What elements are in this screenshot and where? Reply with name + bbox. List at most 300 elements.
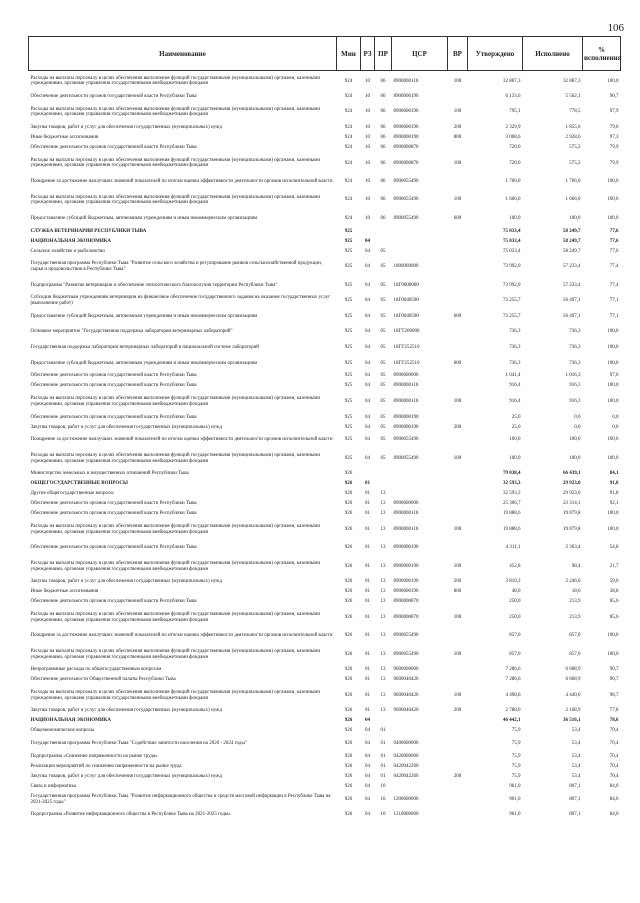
cell-rz: 10 — [365, 135, 370, 141]
cell-csr: 8900000190 — [393, 424, 419, 430]
cell-percent: 90,7 — [609, 667, 619, 673]
cell-approved: 7 286,6 — [505, 677, 521, 683]
table-row — [29, 807, 621, 823]
table-row — [29, 381, 621, 391]
table-row — [29, 71, 621, 92]
cell-csr — [392, 226, 448, 236]
table-row — [29, 448, 621, 469]
cell-approved: 2 788,0 — [505, 708, 521, 714]
header-pr: ПР — [375, 37, 392, 71]
cell-approved: 100,0 — [509, 455, 521, 461]
cell-csr: 18Г0000000 — [393, 282, 419, 288]
cell-percent: 85,6 — [609, 614, 619, 620]
cell-pr: 06 — [380, 93, 386, 99]
cell-pr: 01 — [380, 728, 386, 734]
cell-csr: 18ГТ200000 — [393, 329, 420, 335]
cell-percent: 38,8 — [609, 589, 619, 595]
cell-executed: 6 608,9 — [565, 667, 581, 673]
cell-executed: 1 855,0 — [565, 125, 581, 131]
cell-csr: 8900000000 — [393, 501, 419, 507]
table-row — [29, 772, 621, 782]
cell-csr: 0420042260 — [393, 764, 419, 770]
cell-min: 926 — [344, 651, 353, 657]
table-row — [29, 716, 621, 726]
cell-rz: 04 — [365, 437, 370, 443]
cell-min: 926 — [344, 667, 353, 673]
cell-name: Другие общегосударственные вопросы — [30, 491, 114, 497]
cell-name: Обеспечение деятельности органов государственной власти Республики Тыва — [30, 373, 197, 379]
cell-executed: 778,5 — [569, 109, 581, 115]
cell-pr: 13 — [380, 491, 386, 497]
cell-name: Иные бюджетные ассигнования — [30, 589, 99, 595]
cell-executed: 36 516,1 — [563, 718, 581, 724]
cell-csr — [392, 489, 448, 499]
cell-name: Предоставление субсидий бюджетным, автономным учреждениям и иным некоммерческим организациям — [30, 360, 258, 366]
cell-csr: 8900000190 — [393, 589, 419, 595]
table-row — [29, 143, 621, 153]
cell-rz: 01 — [365, 708, 370, 714]
cell-percent: 100,0 — [607, 179, 619, 185]
cell-vr: 600 — [453, 313, 462, 319]
cell-name: Закупка товаров, работ и услуг для обеспечения государственных (муниципальных) нужд — [30, 708, 223, 714]
cell-min: 925 — [344, 228, 353, 234]
cell-csr: 8900055490 — [393, 215, 419, 221]
cell-percent: 100,0 — [607, 360, 619, 366]
cell-percent: 91,8 — [609, 481, 619, 487]
table-row — [29, 391, 621, 412]
cell-rz: 04 — [365, 345, 370, 350]
cell-percent: 97,9 — [609, 109, 619, 115]
cell-name: Закупка товаров, работ и услуг для обеспечения государственных (муниципальных) нужд — [30, 424, 223, 430]
cell-min: 926 — [344, 501, 353, 507]
cell-executed: 1 666,0 — [565, 197, 581, 203]
cell-pr — [375, 479, 392, 489]
cell-vr — [448, 807, 468, 823]
cell-approved: 6 133,6 — [505, 93, 521, 99]
cell-percent: 84,0 — [609, 784, 619, 790]
cell-pr: 05 — [380, 414, 386, 420]
cell-csr: 8900000110 — [393, 383, 419, 389]
cell-approved: 250,0 — [509, 599, 521, 605]
cell-approved: 79 038,4 — [503, 471, 521, 477]
cell-percent: 100,0 — [607, 651, 619, 657]
table-row — [29, 432, 621, 448]
cell-rz: 04 — [365, 398, 370, 404]
header-csr: ЦСР — [392, 37, 448, 71]
table-row — [29, 133, 621, 143]
cell-name: Иные бюджетные ассигнования — [30, 135, 99, 141]
cell-min: 924 — [344, 215, 353, 221]
cell-min: 924 — [344, 109, 353, 115]
cell-percent: 92,1 — [609, 501, 619, 507]
cell-vr — [448, 469, 468, 479]
cell-percent: 79,9 — [609, 160, 619, 166]
cell-executed: 575,2 — [569, 145, 581, 151]
cell-approved: 3 810,3 — [505, 579, 521, 585]
cell-approved: 3 008,6 — [505, 135, 521, 141]
table-row — [29, 540, 621, 556]
cell-pr: 05 — [380, 383, 386, 389]
cell-csr: 8900000870 — [393, 599, 419, 605]
cell-approved: 48,0 — [511, 589, 521, 595]
table-row — [29, 246, 621, 256]
cell-name: Поощрение за достижение наилучших значений показателей по итогам оценки эффективности деятельности органов исполнительной власти — [30, 179, 333, 185]
cell-executed: 53,4 — [571, 764, 581, 770]
cell-executed: 1 766,0 — [565, 179, 581, 185]
cell-approved: 1 041,4 — [505, 373, 521, 379]
table-row — [29, 469, 621, 479]
cell-min: 926 — [344, 526, 353, 532]
cell-percent: 84,0 — [609, 796, 619, 802]
cell-pr: 01 — [380, 764, 386, 770]
table-row — [29, 597, 621, 607]
cell-approved: 46 442,1 — [503, 718, 521, 724]
cell-name: Министерство земельных и имущественных отношений Республики Тыва — [30, 471, 189, 477]
cell-percent: 90,7 — [609, 677, 619, 683]
table-row — [29, 412, 621, 422]
cell-vr: 100 — [453, 692, 462, 698]
cell-approved: 1 666,0 — [505, 197, 521, 203]
header-executed: Исполнено — [523, 37, 583, 71]
cell-executed: 0,0 — [574, 414, 581, 420]
cell-min: 926 — [344, 599, 353, 605]
cell-approved: 100,0 — [509, 437, 521, 443]
cell-csr: 0400000000 — [393, 741, 419, 747]
cell-vr — [448, 324, 468, 340]
cell-pr: 05 — [380, 282, 386, 288]
cell-pr: 06 — [380, 215, 386, 221]
cell-pr: 10 — [380, 784, 386, 790]
cell-rz: 10 — [365, 145, 370, 151]
cell-min: 925 — [344, 345, 353, 350]
cell-vr: 100 — [453, 651, 462, 657]
cell-min: 924 — [344, 93, 353, 99]
table-row — [29, 324, 621, 340]
cell-approved: 75 033,4 — [503, 238, 521, 244]
table-row — [29, 792, 621, 808]
table-row — [29, 556, 621, 577]
cell-percent: 84,1 — [609, 471, 619, 477]
cell-pr: 05 — [380, 373, 386, 379]
cell-rz: 04 — [365, 741, 370, 747]
cell-csr — [392, 726, 448, 736]
cell-pr: 13 — [380, 511, 386, 517]
cell-min: 926 — [344, 774, 353, 780]
cell-approved: 75 033,4 — [503, 228, 521, 234]
cell-csr: 8900000110 — [393, 511, 419, 517]
cell-executed: 100,0 — [569, 437, 581, 443]
cell-name: НАЦИОНАЛЬНАЯ ЭКОНОМИКА — [30, 718, 111, 724]
cell-min: 924 — [344, 145, 353, 151]
cell-executed: 736,3 — [569, 360, 581, 366]
cell-rz: 10 — [365, 197, 370, 203]
cell-approved: 75,9 — [511, 764, 521, 770]
table-header — [29, 37, 621, 71]
cell-csr: 8900000190 — [393, 414, 419, 420]
cell-rz: 04 — [365, 298, 370, 304]
cell-min: 926 — [344, 491, 353, 497]
cell-percent: 85,6 — [609, 599, 619, 605]
cell-pr: 06 — [380, 135, 386, 141]
cell-executed: 18,6 — [571, 589, 581, 595]
cell-executed: 53,4 — [571, 728, 581, 734]
cell-approved: 961,0 — [509, 784, 521, 790]
cell-csr: 0420000000 — [393, 754, 419, 760]
table-row — [29, 706, 621, 716]
cell-approved: 736,3 — [509, 329, 521, 335]
cell-csr: 8900000190 — [393, 93, 419, 99]
cell-approved: 75,9 — [511, 754, 521, 760]
cell-csr: 8900000190 — [393, 109, 419, 115]
table-row — [29, 123, 621, 133]
table-row — [29, 519, 621, 540]
cell-approved: 452,8 — [509, 563, 521, 569]
cell-min: 926 — [344, 718, 353, 724]
cell-csr — [392, 469, 448, 479]
cell-min: 925 — [344, 437, 353, 443]
table-body — [29, 71, 621, 824]
cell-min: 924 — [344, 78, 353, 84]
table-row — [29, 752, 621, 762]
cell-rz: 04 — [365, 796, 370, 802]
cell-csr: 8900000110 — [393, 526, 419, 532]
cell-executed: 58 249,7 — [563, 238, 581, 244]
table-row — [29, 587, 621, 597]
cell-approved: 73 255,7 — [503, 298, 521, 304]
cell-min: 926 — [344, 754, 353, 760]
table-row — [29, 685, 621, 706]
cell-pr: 13 — [380, 692, 386, 698]
cell-name: Расходы на выплаты персоналу в целях обеспечения выполнения функций государственными (муниципальными) органами, казенными учреждениями, органами управления государственными внебюджетными фондами — [30, 157, 321, 169]
cell-rz: 01 — [365, 563, 370, 569]
cell-vr: 100 — [453, 563, 462, 569]
cell-rz: 04 — [365, 784, 370, 790]
table-row — [29, 102, 621, 123]
cell-pr — [375, 236, 392, 246]
cell-csr: 8900000190 — [393, 579, 419, 585]
cell-name: Закупка товаров, работ и услуг для обеспечения государственных (муниципальных) нужд — [30, 774, 223, 780]
cell-approved: 961,0 — [509, 796, 521, 802]
cell-name: Закупка товаров, работ и услуг для обеспечения государственных (муниципальных) нужд — [30, 579, 223, 585]
cell-rz: 10 — [365, 160, 370, 166]
cell-rz: 01 — [365, 677, 370, 683]
cell-pr: 05 — [380, 248, 386, 254]
cell-vr: 100 — [453, 614, 462, 620]
cell-csr: 8900000110 — [393, 398, 419, 404]
cell-rz — [361, 469, 375, 479]
cell-vr — [448, 665, 468, 675]
cell-vr — [448, 752, 468, 762]
table-row — [29, 607, 621, 628]
cell-percent: 70,4 — [609, 728, 619, 734]
cell-name: Расходы на выплаты персоналу в целях обеспечения выполнения функций государственными (муниципальными) органами, казенными учреждениями, органами управления государственными внебюджетными фондами — [30, 396, 321, 407]
cell-executed: 2 168,9 — [565, 708, 581, 714]
cell-approved: 19 888,6 — [503, 511, 521, 517]
cell-name: Обеспечение деятельности органов государственной власти Республики Тыва — [30, 383, 197, 389]
cell-min: 925 — [344, 313, 353, 319]
cell-name: СЛУЖБА ВЕТЕРИНАРИИ РЕСПУБЛИКИ ТЫВА — [30, 228, 147, 234]
cell-vr: 100 — [453, 455, 462, 461]
cell-pr: 13 — [380, 589, 386, 595]
cell-rz: 10 — [365, 179, 370, 185]
cell-min: 925 — [344, 383, 353, 389]
cell-percent: 77,1 — [609, 313, 619, 319]
cell-percent: 100,0 — [607, 329, 619, 335]
cell-pr: 13 — [380, 633, 386, 639]
cell-name: Поощрение за достижение наилучших значений показателей по итогам оценки эффективности деятельности органов исполнительной власти — [30, 633, 333, 639]
cell-pr: 05 — [380, 360, 386, 366]
table-row — [29, 92, 621, 102]
cell-pr: 10 — [380, 812, 386, 818]
cell-rz: 04 — [365, 754, 370, 760]
cell-min: 925 — [344, 264, 353, 270]
cell-min: 926 — [344, 741, 353, 747]
cell-rz: 01 — [365, 633, 370, 639]
cell-pr: 01 — [380, 741, 386, 747]
cell-percent: 100,0 — [607, 455, 619, 461]
cell-csr: 18Г0040590 — [393, 298, 419, 304]
cell-name: Подпрограмма «Развитие информационного общества в Республике Тыва на 2021-2025 годы» — [30, 812, 231, 818]
cell-min: 925 — [344, 248, 353, 254]
cell-percent: 98,7 — [609, 692, 619, 698]
cell-name: Предоставление субсидий бюджетным, автономным учреждениям и иным некоммерческим организациям — [30, 313, 258, 319]
cell-executed: 736,3 — [569, 329, 581, 335]
cell-min: 925 — [344, 424, 353, 430]
cell-vr — [448, 762, 468, 772]
cell-csr: 18ГТ252510 — [393, 345, 420, 350]
cell-pr: 05 — [380, 455, 386, 461]
cell-pr: 13 — [380, 667, 386, 673]
table-row — [29, 356, 621, 372]
cell-vr: 800 — [453, 135, 462, 141]
cell-executed: 916,3 — [569, 383, 581, 389]
cell-executed: 736,3 — [569, 345, 581, 350]
cell-percent: 97,6 — [609, 373, 619, 379]
cell-name: Общеэкономические вопросы — [30, 728, 95, 734]
cell-percent: 79,6 — [609, 125, 619, 131]
cell-rz: 10 — [365, 109, 370, 115]
cell-name: Расходы на выплаты персоналу в целях обеспечения выполнения функций государственными (муниципальными) органами, казенными учреждениями, органами управления государственными внебюджетными фондами — [30, 194, 321, 206]
cell-approved: 75 033,4 — [503, 248, 521, 254]
cell-rz: 04 — [365, 313, 370, 319]
cell-percent: 70,4 — [609, 741, 619, 747]
cell-percent: 54,8 — [609, 545, 619, 551]
cell-name: Обеспечение деятельности органов государственной власти Республики Тыва — [30, 501, 197, 507]
cell-approved: 73 992,0 — [503, 282, 521, 288]
cell-vr — [448, 432, 468, 448]
cell-vr — [448, 226, 468, 236]
cell-name: Поощрение за достижение наилучших значений показателей по итогам оценки эффективности деятельности органов исполнительной власти — [30, 437, 333, 443]
cell-pr — [375, 226, 392, 236]
cell-percent: 77,4 — [609, 264, 619, 270]
cell-percent: 78,6 — [609, 718, 619, 724]
cell-rz: 04 — [365, 329, 370, 335]
cell-vr: 200 — [453, 774, 462, 780]
cell-rz — [361, 226, 375, 236]
cell-executed: 2 246,6 — [565, 579, 581, 585]
cell-vr — [448, 489, 468, 499]
cell-min: 926 — [344, 784, 353, 790]
cell-vr — [448, 540, 468, 556]
cell-min: 926 — [344, 589, 353, 595]
cell-name: Предоставление субсидий бюджетным, автономным учреждениям и иным некоммерческим организациям — [30, 215, 258, 221]
cell-name: Расходы на выплаты персоналу в целях обеспечения выполнения функций государственными (муниципальными) органами, казенными учреждениями, органами управления государственными внебюджетными фондами — [30, 452, 321, 464]
cell-vr — [448, 371, 468, 381]
cell-executed: 6 608,9 — [565, 677, 581, 683]
table-row — [29, 736, 621, 752]
cell-pr: 06 — [380, 145, 386, 151]
cell-percent: 59,0 — [609, 579, 619, 585]
cell-executed: 100,0 — [569, 455, 581, 461]
cell-pr: 06 — [380, 109, 386, 115]
cell-approved: 19 888,6 — [503, 526, 521, 532]
cell-approved: 857,0 — [509, 651, 521, 657]
cell-min: 924 — [344, 125, 353, 131]
header-vr: ВР — [448, 37, 468, 71]
cell-percent: 100,0 — [607, 511, 619, 517]
cell-min: 924 — [344, 135, 353, 141]
cell-pr: 13 — [380, 579, 386, 585]
cell-pr: 13 — [380, 599, 386, 605]
cell-name: Государственная поддержка лаборатории ветеринарных лабораторий в национальной системе лабораторий — [30, 345, 259, 350]
cell-vr: 100 — [453, 398, 462, 404]
cell-csr: 18Г0040590 — [393, 313, 419, 319]
table-row — [29, 278, 621, 294]
page-number: 106 — [607, 22, 624, 34]
cell-pr: 05 — [380, 398, 386, 404]
cell-percent: 100,0 — [607, 398, 619, 404]
cell-percent: 77,6 — [609, 248, 619, 254]
cell-pr: 05 — [380, 264, 386, 270]
cell-csr: 9600040420 — [393, 677, 419, 683]
cell-name: Государственная программа Республики Тыва "Содействие занятости населения на 2020 - 2024 годы" — [30, 741, 247, 747]
cell-vr: 100 — [453, 109, 462, 115]
cell-executed: 2 363,4 — [565, 545, 581, 551]
cell-executed: 213,9 — [569, 599, 581, 605]
cell-pr: 05 — [380, 298, 386, 304]
cell-rz: 04 — [365, 282, 370, 288]
cell-approved: 1 766,0 — [505, 179, 521, 185]
cell-vr — [448, 736, 468, 752]
cell-approved: 75,9 — [511, 774, 521, 780]
cell-csr: 1200000000 — [393, 796, 419, 802]
header-rz: РЗ — [361, 37, 375, 71]
cell-percent: 100,0 — [607, 197, 619, 203]
cell-pr: 13 — [380, 563, 386, 569]
cell-min: 924 — [344, 197, 353, 203]
cell-rz: 01 — [365, 545, 370, 551]
cell-pr: 06 — [380, 197, 386, 203]
table-row — [29, 479, 621, 489]
cell-percent: 70,4 — [609, 764, 619, 770]
cell-csr: 8900055490 — [393, 455, 419, 461]
cell-min: 926 — [344, 563, 353, 569]
cell-min: 926 — [344, 614, 353, 620]
cell-rz: 04 — [365, 383, 370, 389]
cell-csr: 8900055490 — [393, 437, 419, 443]
cell-executed: 32 887,3 — [563, 78, 581, 84]
cell-min: 926 — [344, 633, 353, 639]
table-row — [29, 665, 621, 675]
cell-pr: 10 — [380, 796, 386, 802]
cell-csr: 8900000870 — [393, 614, 419, 620]
cell-name: НАЦИОНАЛЬНАЯ ЭКОНОМИКА — [30, 238, 111, 244]
cell-name: Подпрограмма «Снижение напряженности на рынке труда» — [30, 754, 158, 760]
cell-pr: 05 — [380, 345, 386, 350]
cell-pr: 06 — [380, 78, 386, 84]
cell-executed: 857,0 — [569, 633, 581, 639]
cell-percent: 100,0 — [607, 345, 619, 350]
